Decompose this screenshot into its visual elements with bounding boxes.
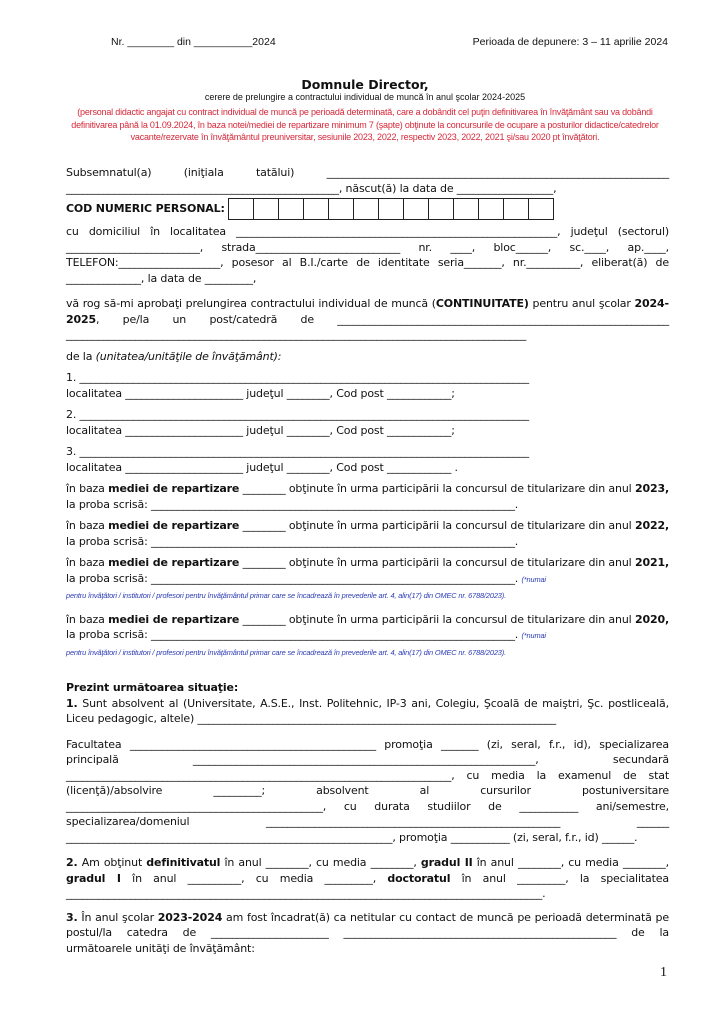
- address-line[interactable]: cu domiciliul în localitatea ____________________________________________________________, judeţul (sectorul) _________________________, strada___________________________ nr. ____, bloc______, sc.____, ap.____, TELEFON:___________________, posesor al B.I./carte de identitate seria_______, nr.__________, eliberat(ă) de ______________, la data de _________,: [66, 225, 669, 285]
- unit-3[interactable]: 3. ____________________________________________________________________________________: [66, 445, 529, 458]
- school-year: 2024-2025: [66, 297, 669, 326]
- cnp-boxes[interactable]: [229, 198, 554, 220]
- grade-2023[interactable]: în baza mediei de repartizare ________ obţinute în urma participării la concursul de titularizare din anul 2023, la proba scrisă: ____________________________________________________________________.: [66, 482, 669, 511]
- grade-2020[interactable]: în baza mediei de repartizare ________ obţinute în urma participării la concursul de titularizare din anul 2020, la proba scrisă: ____________________________________________________________________. (*numai pentru învăţători / institutori / profesori pentru învăţământul primar care se încadrează în prevederile art. 4, alin(17) din OMEC nr. 6788/2023).: [66, 612, 669, 657]
- unit-3-location[interactable]: localitatea ______________________ judeţul ________, Cod post ____________ .: [66, 460, 458, 474]
- current-employment[interactable]: 3. În anul şcolar 2023-2024 am fost încadrat(ă) ca netitular cu contact de muncă pe perioadă determinată pe postul/la catedra de ______________________ ___________________________________________________ de la următoarele unităţi de învăţământ:: [66, 910, 670, 955]
- unit-1-location[interactable]: localitatea ______________________ judeţul ________, Cod post ____________;: [66, 386, 455, 400]
- submission-period: Perioada de depunere: 3 – 11 aprilie 2024: [472, 36, 668, 48]
- page-title: Domnule Director,: [301, 77, 429, 92]
- degrees-line[interactable]: 2. Am obţinut definitivatul în anul ________, cu media ________, gradul II în anul ________, cu media ________, gradul I în anul __________, cu media _________, doctoratul în anul _________, la specialitatea _________________________________________________________________________________________.: [66, 856, 669, 900]
- continuity-label: CONTINUITATE): [435, 297, 529, 310]
- faculty-details[interactable]: Facultatea ______________________________________________ promoţia _______ (zi, seral, f.r., id), specializarea principală ________________________________________________________________, secundară ________________________________________________________________________, cu media la examenul de stat (licenţă)/absolvire _________; absolvent al cursurilor postuniversitare ________________________________________________, cu durata studiilor de ___________ ani/semestre, specializarea/domeniul _______________________________________________________ ______ _____________________________________________________________, promoţia ___________ (zi, seral, f.r., id) ______.: [66, 737, 669, 844]
- teacher-note: pentru învăţători / institutori / profesori pentru învăţământul primar care se încadrează în prevederile art. 4, alin(17) din OMEC nr. 6788/2023).: [66, 591, 506, 600]
- grade-2022[interactable]: în baza mediei de repartizare ________ obţinute în urma participării la concursul de titularizare din anul 2022, la proba scrisă: ____________________________________________________________________.: [66, 519, 669, 548]
- units-label: de la: [66, 349, 96, 363]
- teacher-note: pentru învăţători / institutori / profesori pentru învăţământul primar care se încadrează în prevederile art. 4, alin(17) din OMEC nr. 6788/2023).: [66, 647, 506, 657]
- subtitle: cerere de prelungire a contractului individual de muncă în anul şcolar 2024-2025: [204, 92, 526, 102]
- units-label-italic: (unitatea/unităţile de învăţământ):: [95, 349, 282, 363]
- education-line[interactable]: 1. Sunt absolvent al (Universitate, A.S.E., Inst. Politehnic, IP-3 ani, Colegiu, Şcoală de maiştri, Şc. postliceală, Liceu pedagogic, altele) ___________________________________________________________________: [66, 696, 669, 725]
- form-body: [66, 165, 669, 962]
- unit-1[interactable]: 1. ____________________________________________________________________________________: [66, 371, 529, 384]
- unit-2-location[interactable]: localitatea ______________________ judeţul ________, Cod post ____________;: [66, 423, 455, 437]
- request-text: pentru anul şcolar: [528, 297, 635, 310]
- name-birth-line[interactable]: Subsemnatul(a) (iniţiala tatălui) ________________________________________________________________ ___________________________________________________, născut(ă) la data de __________________,: [66, 166, 669, 195]
- registration-number: Nr. ________ din __________2024: [111, 36, 276, 48]
- grade-2021[interactable]: în baza mediei de repartizare ________ obţinute în urma participării la concursul de titularizare din anul 2021, la proba scrisă: ____________________________________________________________________. (*numai pentru învăţători / institutori / profesori pentru învăţământul primar care se încadrează în prevederile art. 4, alin(17) din OMEC nr. 6788/2023).: [66, 556, 669, 600]
- post-field[interactable]: , pe/la un post/catedră de ______________________________________________________________ ______________________________________________________________________________________: [66, 312, 669, 341]
- situation-title: Prezint următoarea situaţie:: [66, 681, 239, 694]
- cnp-label: COD NUMERIC PERSONAL:: [66, 202, 225, 215]
- eligibility-note: (personal didactic angajat cu contract individual de muncă pe perioadă determinată, care a dobândit cel puţin definitivarea în învăţământ sau va dobândi definitivarea până la 01.09.2024, în baza notei/mediei de repartizare minimum 7 (şapte) obţinute la concursurile de ocupare a posturilor didactice/catedrelor vacante/rezervate în învăţământul preuniversitar, sesiunile 2023, 2022, respectiv 2023, 2022, 2021 şi/sau 2020 pt învăţători.: [71, 107, 659, 142]
- unit-2[interactable]: 2. ____________________________________________________________________________________: [66, 408, 529, 421]
- request-text: vă rog să-mi aprobaţi prelungirea contractului individual de muncă (: [66, 297, 436, 310]
- page-number: 1: [660, 965, 667, 980]
